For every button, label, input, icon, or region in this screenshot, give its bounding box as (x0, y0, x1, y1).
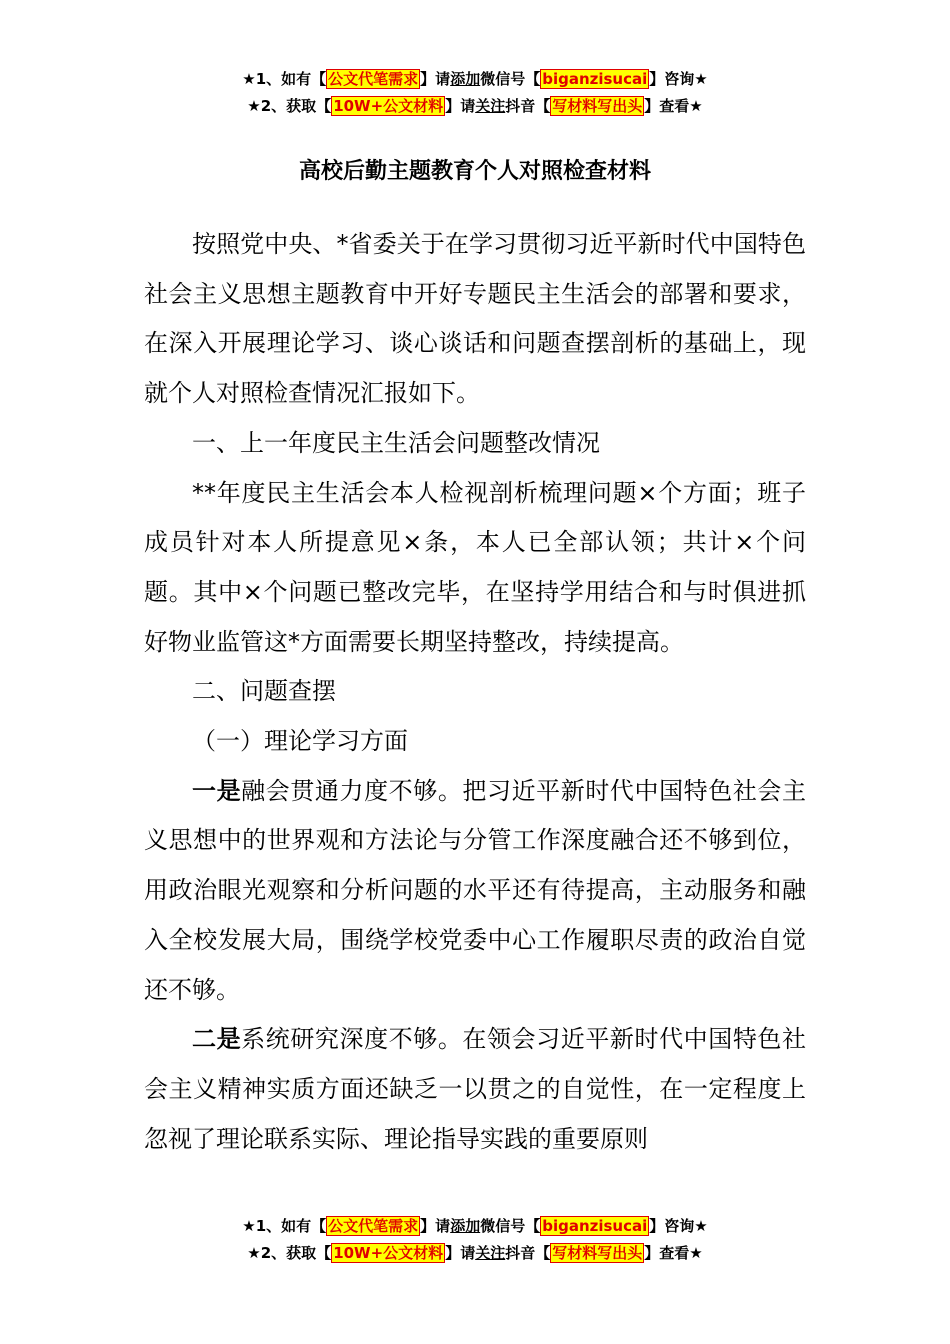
point-2-lead: 二是 (192, 1025, 242, 1054)
footer-banner (0, 1213, 950, 1267)
paragraph-intro: 按照党中央、*省委关于在学习贯彻习近平新时代中国特色社会主义思想主题教育中开好专题民主生活会的部署和要求，在深入开展理论学习、谈心谈话和问题查摆剖析的基础上，现就个人对照检查情况汇报如下。 (144, 230, 806, 408)
footer-line-2: ★2、获取【 10W+公文材料 】请关注抖音【 写材料写出头 】查看★ (247, 1244, 703, 1262)
banner-line-1: ★1、如有【 公文代笔需求 】请添加微信号【 biganzisucai 】咨询★ (242, 70, 708, 88)
highlight-douyin: 写材料写出头 (552, 97, 643, 115)
heading-subsection-1: （一）理论学习方面 (192, 727, 408, 756)
highlight-materials: 10W+公文材料 (333, 97, 444, 115)
document-body (144, 220, 806, 1164)
paragraph-point-1: 一是融会贯通力度不够。把习近平新时代中国特色社会主义思想中的世界观和方法论与分管工作深度融合还不够到位，用政治眼光观察和分析问题的水平还有待提高，主动服务和融入全校发展大局，围绕学校党委中心工作履职尽责的政治自觉还不够。 (144, 776, 807, 1004)
footer-line-1: ★1、如有【 公文代笔需求 】请添加微信号【 biganzisucai 】咨询★ (242, 1217, 708, 1235)
heading-section-2: 二、问题查摆 (192, 677, 336, 706)
highlight-wechat-id: biganzisucai (542, 70, 648, 88)
document-title: 高校后勤主题教育个人对照检查材料 (298, 159, 651, 184)
banner-line-2: ★2、获取【 10W+公文材料 】请关注抖音【 写材料写出头 】查看★ (247, 97, 703, 115)
point-1-lead: 一是 (192, 776, 242, 805)
highlight-service: 公文代笔需求 (328, 70, 419, 88)
header-banner (0, 66, 950, 120)
paragraph-rectification: **年度民主生活会本人检视剖析梳理问题×个方面；班子成员针对本人所提意见×条，本人已全部认领；共计×个问题。其中×个问题已整改完毕，在坚持学用结合和与时俱进抓好物业监管这*方面需要长期坚持整改，持续提高。 (144, 478, 806, 656)
heading-section-1: 一、上一年度民主生活会问题整改情况 (192, 428, 600, 457)
paragraph-point-2: 二是系统研究深度不够。在领会习近平新时代中国特色社会主义精神实质方面还缺乏一以贯之的自觉性，在一定程度上忽视了理论联系实际、理论指导实践的重要原则 (144, 1025, 807, 1153)
